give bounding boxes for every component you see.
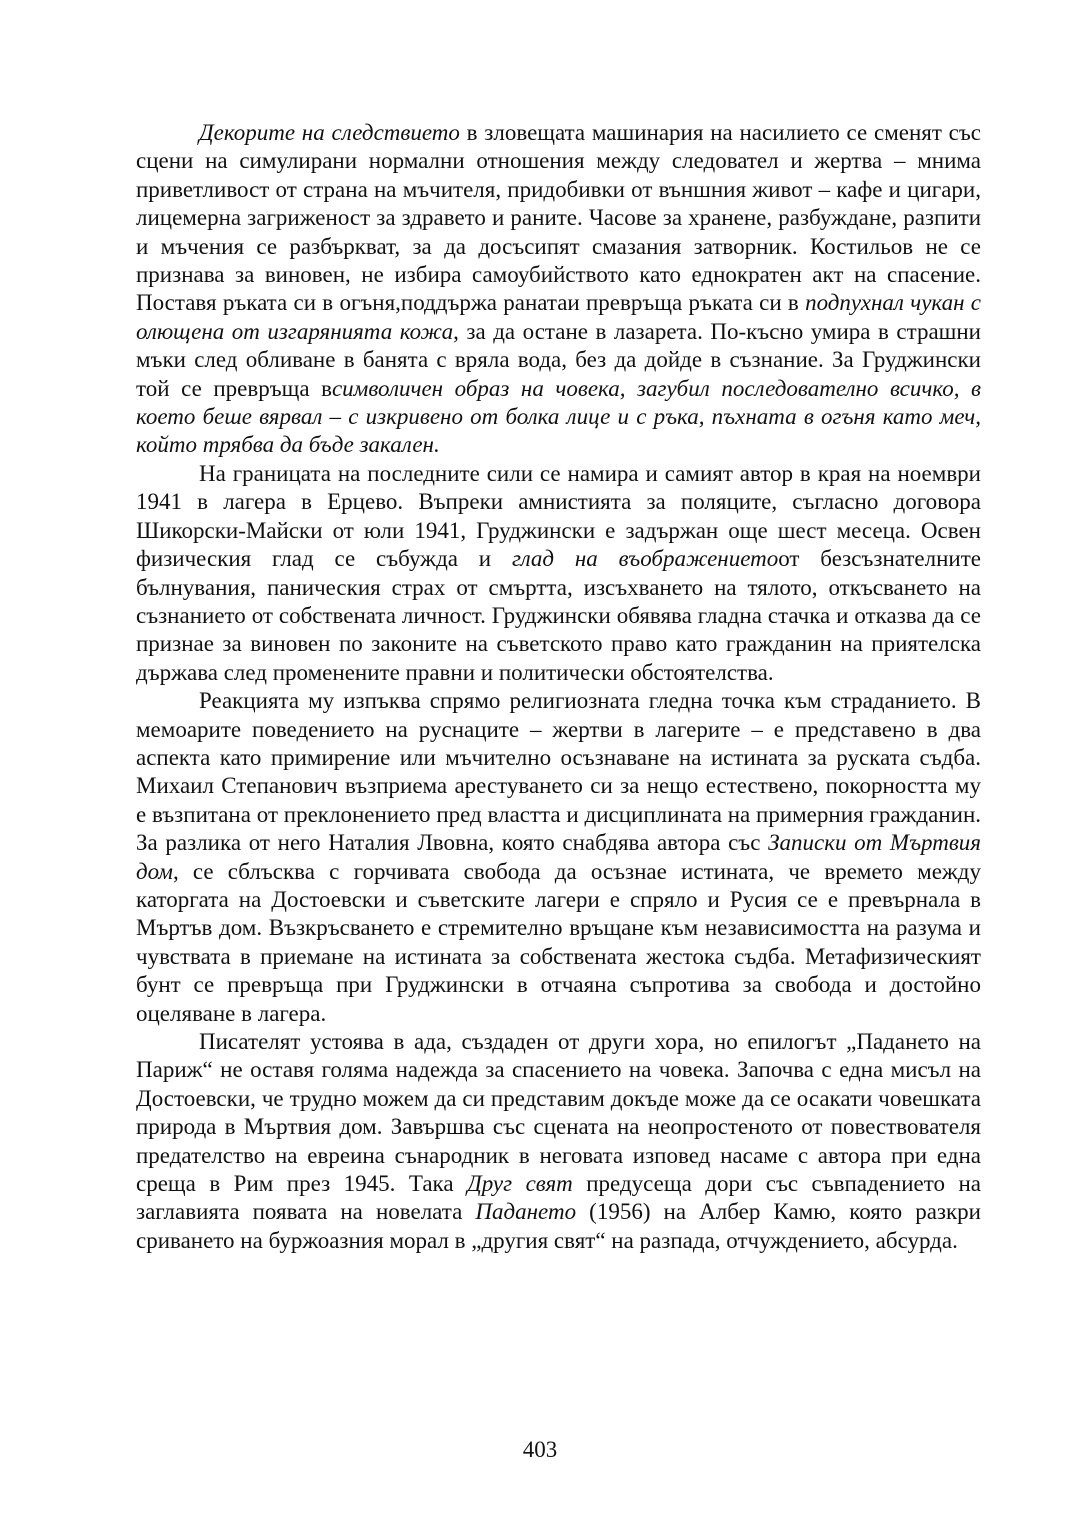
paragraph-1-run-3: подпухнал чукан с олющена от изгарянията кожа <box>136 290 981 344</box>
paragraph-2-run-3: от безсъзнателните бълнувания, паническия страх от смъртта, изсъхването на тялото, откъсването на съзнанието от собствената личност. Груджински обявява гладна стачка и отказва да се признае за виновен по законите на съветското право като гражданин на приятелска държава след променените правни и политически обстоятелства. <box>136 546 981 685</box>
paragraph-1-run-4: , за да остане в лазарета. По-късно умира в страшни мъки след обливане в банята с вряла вода, без да дойде в съзнание. За Груджински той се превръща в <box>136 318 981 401</box>
paragraph-4-run-5: (1956) на Албер Камю, която разкри сриването на буржоазния морал в „другия свят“ на разпада, отчуждението, абсурда. <box>136 1199 981 1253</box>
paragraph-4-run-2: Друг свят <box>467 1171 573 1197</box>
paragraph-3-run-3: , се сблъсква с горчивата свобода да осъзнае истината, че времето между каторгата на Достоевски и съветските лагери е спряло и Русия се е превърнала в Мъртъв дом. Възкръсването е стремително връщане към независимостта на разума и чувствата в приемане на истината за собствената жестока съдба. Метафизическият бунт се превръща при Груджински в отчаяна съпротива за свобода и достойно оцеляване в лагера. <box>136 858 981 1026</box>
paragraph-4-run-4: Падането <box>475 1199 577 1225</box>
paragraph-3-run-2: Записки от Мъртвия дом <box>136 830 981 884</box>
paragraph-1-run-1: Декорите на следствието <box>199 120 460 145</box>
paragraph-2 <box>136 460 981 687</box>
paragraph-2-run-2: глад на въображението <box>511 546 779 572</box>
paragraph-4-run-1: Писателят устоява в ада, създаден от други хора, но епилогът „Падането на Париж“ не оставя голяма надежда за спасението на човека. Започва с една мисъл на Достоевски, че трудно можем да си представим докъде може да се осакати човешката природа в Мъртвия дом. Завършва със сцената на неопростеното от повествователя предателство на евреина сънародник в неговата изповед насаме с автора при една среща в Рим през 1945. Така <box>136 1029 981 1197</box>
paragraph-4-run-3: предусеща дори със съвпадението на заглавията появата на новелата <box>136 1171 981 1225</box>
paragraph-1 <box>136 119 981 460</box>
paragraph-1-run-2: в зловещата машинария на насилието се сменят със сцени на симулирани нормални отношения между следовател и жертва – мнима приветливост от страна на мъчителя, придобивки от външния живот – кафе и цигари, лицемерна загриженост за здравето и раните. Часове за хранене, разбуждане, разпити и мъчения се разбъркват, за да досъсипят смазания затворник. Костильов не се признава за виновен, не избира самоубийството като еднократен акт на спасение. Поставя ръката си в огъня,поддържа ранатаи превръща ръката си в <box>136 120 981 316</box>
paragraph-3-run-1: Реакцията му изпъква спрямо религиозната гледна точка към страданието. В мемоарите поведението на руснаците – жертви в лагерите – е представено в два аспекта като примирение или мъчително осъзнаване на истината за руската съдба. Михаил Степанович възприема арестуването си за нещо естествено, покорността му е възпитана от преклонението пред властта и дисциплината на примерния гражданин. За разлика от него Наталия Лвовна, която снабдява автора със <box>136 688 981 856</box>
paragraph-3 <box>136 687 981 1028</box>
page-number: 403 <box>522 1437 558 1462</box>
paragraph-4 <box>136 1028 981 1255</box>
paragraph-1-run-5: символичен образ на човека, загубил последователно всичко, в което беше вярвал – с изкривено от болка лице и с ръка, пъхната в огъня като меч, който трябва да бъде закален. <box>136 375 982 458</box>
paragraph-2-run-1: На границата на последните сили се намира и самият автор в края на ноември 1941 в лагера в Ерцево. Въпреки амнистията за поляците, съгласно договора Шикорски-Майски от юли 1941, Груджински е задържан още шест месеца. Освен физическия глад се събужда и <box>136 460 981 572</box>
page-body <box>136 119 981 1255</box>
